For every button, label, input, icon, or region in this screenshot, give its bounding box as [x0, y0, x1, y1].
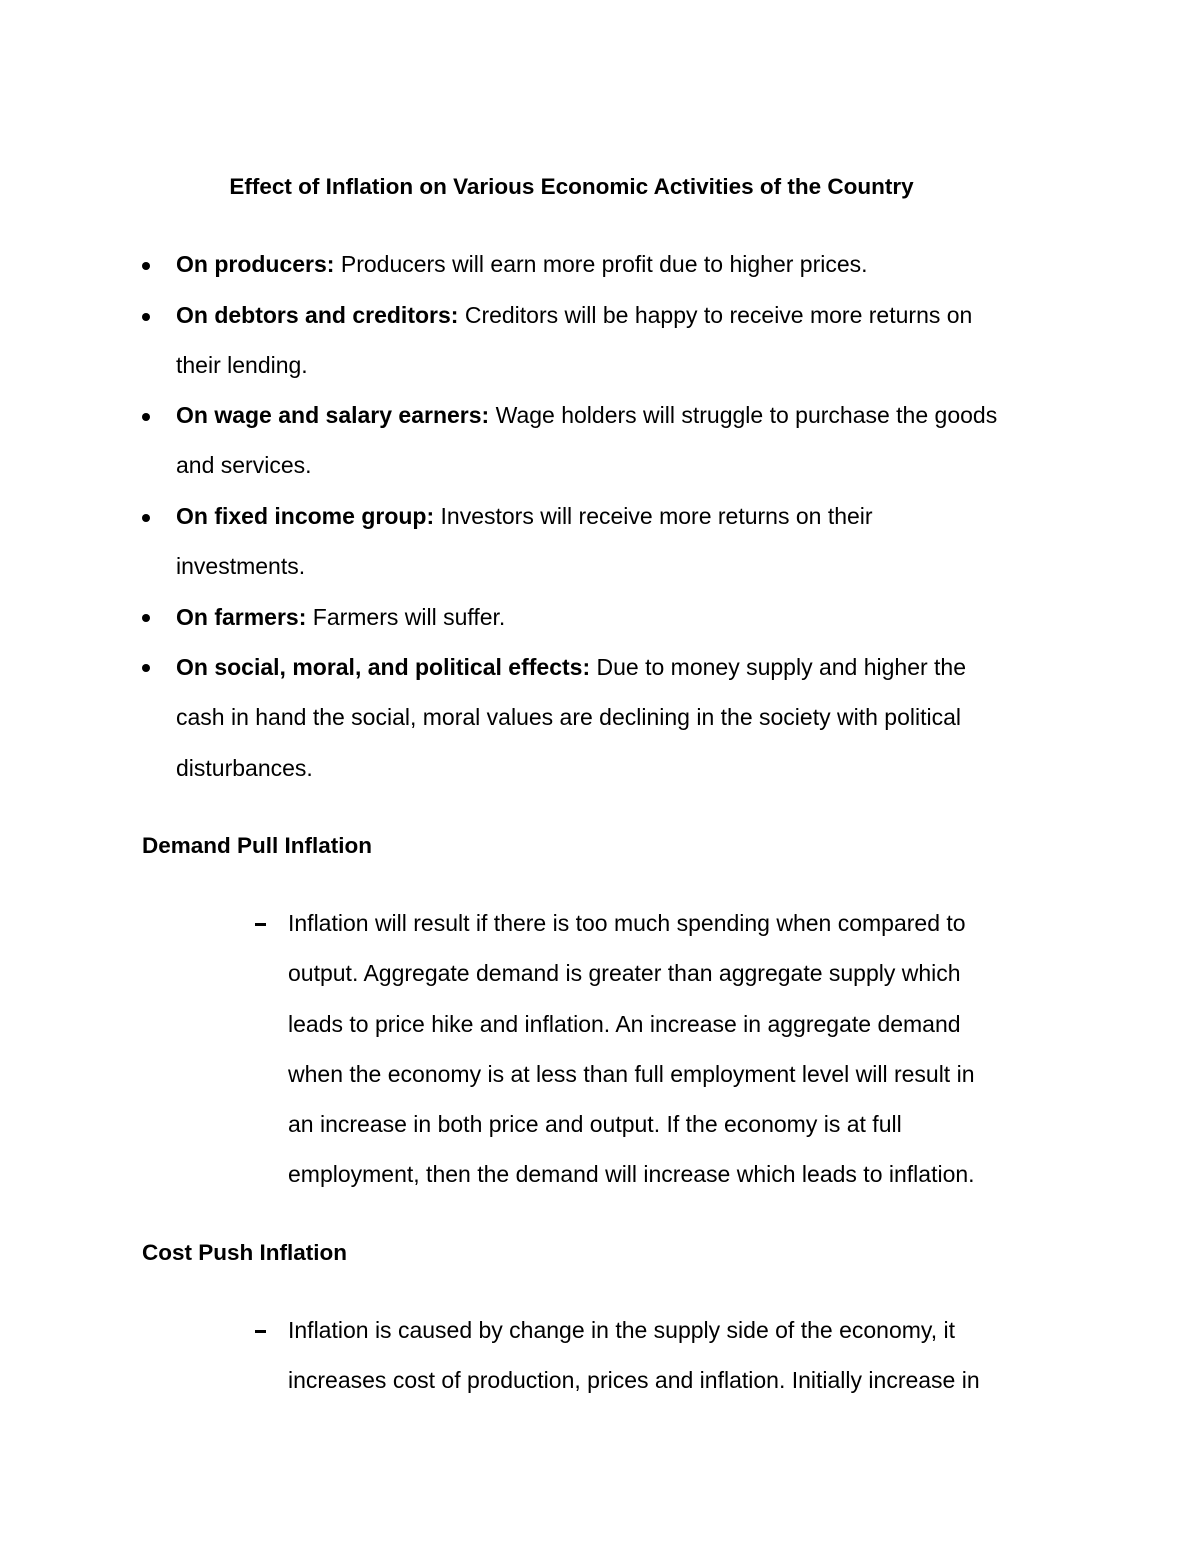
bullet-icon — [142, 664, 150, 672]
paragraph-line: employment, then the demand will increase which leads to inflation. — [288, 1161, 975, 1188]
effect-text: Investors will receive more returns on their — [434, 503, 873, 529]
bullet-icon — [142, 313, 150, 321]
effect-label: On farmers: — [176, 604, 307, 630]
section-heading: Demand Pull Inflation — [142, 833, 373, 858]
dash-icon — [255, 923, 266, 926]
bullet-icon — [142, 514, 150, 522]
effect-label: On producers: — [176, 251, 335, 277]
effect-text: investments. — [176, 553, 306, 580]
effect-label: On social, moral, and political effects: — [176, 654, 591, 680]
effect-label: On debtors and creditors: — [176, 302, 459, 328]
effect-text: Creditors will be happy to receive more returns on — [458, 302, 973, 328]
effect-text: disturbances. — [176, 754, 313, 781]
paragraph-line: Inflation will result if there is too much spending when compared to — [288, 910, 966, 936]
effect-text: Producers will earn more profit due to higher prices. — [334, 251, 868, 277]
paragraph-line: increases cost of production, prices and inflation. Initially increase in — [288, 1367, 980, 1394]
effect-label: On fixed income group: — [176, 503, 435, 529]
bullet-icon — [142, 413, 150, 421]
effect-text: and services. — [176, 452, 312, 479]
paragraph-line: output. Aggregate demand is greater than aggregate supply which — [288, 960, 961, 987]
effect-text: Farmers will suffer. — [306, 604, 506, 630]
bullet-icon — [142, 262, 150, 270]
paragraph-line: leads to price hike and inflation. An increase in aggregate demand — [288, 1010, 961, 1037]
effect-text: Due to money supply and higher the — [590, 654, 967, 680]
section-heading: Cost Push Inflation — [142, 1240, 347, 1265]
document-title: Effect of Inflation on Various Economic Activities of the Country — [229, 174, 914, 199]
dash-icon — [255, 1330, 266, 1333]
paragraph-line: Inflation is caused by change in the supply side of the economy, it — [288, 1317, 955, 1343]
paragraph-line: when the economy is at less than full employment level will result in — [288, 1060, 975, 1087]
bullet-icon — [142, 614, 150, 622]
effect-text: Wage holders will struggle to purchase the goods — [489, 402, 998, 428]
effect-text: cash in hand the social, moral values are declining in the society with political — [176, 704, 961, 731]
effect-label: On wage and salary earners: — [176, 402, 490, 428]
paragraph-line: an increase in both price and output. If the economy is at full — [288, 1111, 902, 1138]
effect-text: their lending. — [176, 352, 308, 379]
